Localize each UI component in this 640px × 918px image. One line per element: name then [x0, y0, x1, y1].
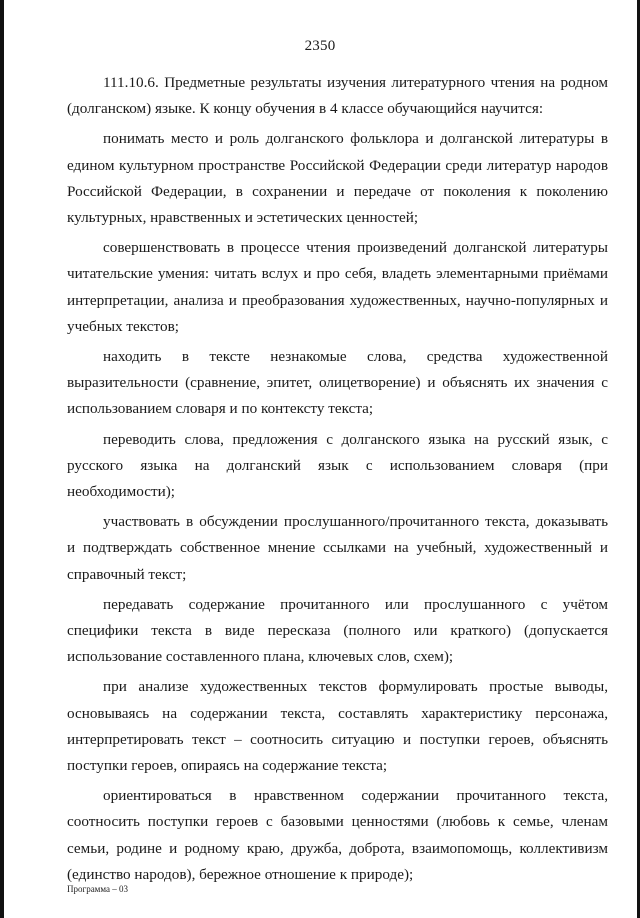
- paragraph-item: совершенствовать в процессе чтения произведений долганской литературы читательские умения: читать вслух и про себя, владеть элементарными приёмами интерпретации, анализа и преобразования художественных, научно-популярных и учебных текстов;: [67, 239, 608, 335]
- paragraph-item: участвовать в обсуждении прослушанного/прочитанного текста, доказывать и подтверждать собственное мнение ссылками на учебный, художественный и справочный текст;: [67, 513, 608, 583]
- scan-edge-left: [0, 0, 4, 918]
- paragraph-item: переводить слова, предложения с долганского языка на русский язык, с русского языка на долганский язык с использованием словаря (при необходимости);: [67, 430, 608, 501]
- paragraph-item: понимать место и роль долганского фольклора и долганской литературы в едином культурном пространстве Российской Федерации среди литератур народов Российской Федерации, в сохранении и передаче от поколения к поколению культурных, нравственных и эстетических ценностей;: [67, 130, 608, 227]
- paragraph-item: при анализе художественных текстов формулировать простые выводы, основываясь на содержании текста, составлять характеристику персонажа, интерпретировать текст – соотносить ситуацию и поступки героев, объяснять поступки героев, опираясь на содержание текста;: [67, 678, 608, 775]
- document-body: [67, 70, 608, 892]
- paragraph-item: ориентироваться в нравственном содержании прочитанного текста, соотносить поступки героев с базовыми ценностями (любовь к семье, членам семьи, родине и родному краю, дружба, доброта, взаимопомощь, коллективизм (единство народов), бережное отношение к природе);: [67, 787, 608, 883]
- paragraph-item: находить в тексте незнакомые слова, средства художественной выразительности (сравнение, эпитет, олицетворение) и объяснять их значения с использованием словаря и по контексту текста;: [67, 348, 608, 418]
- paragraph-item: передавать содержание прочитанного или прослушанного с учётом специфики текста в виде пересказа (полного или краткого) (допускается использование составленного плана, ключевых слов, схем);: [67, 595, 608, 666]
- page-footer: Программа – 03: [67, 884, 129, 894]
- page-number: 2350: [304, 38, 336, 54]
- paragraph-intro: 111.10.6. Предметные результаты изучения литературного чтения на родном (долганском) языке. К концу обучения в 4 классе обучающийся научится:: [67, 74, 608, 118]
